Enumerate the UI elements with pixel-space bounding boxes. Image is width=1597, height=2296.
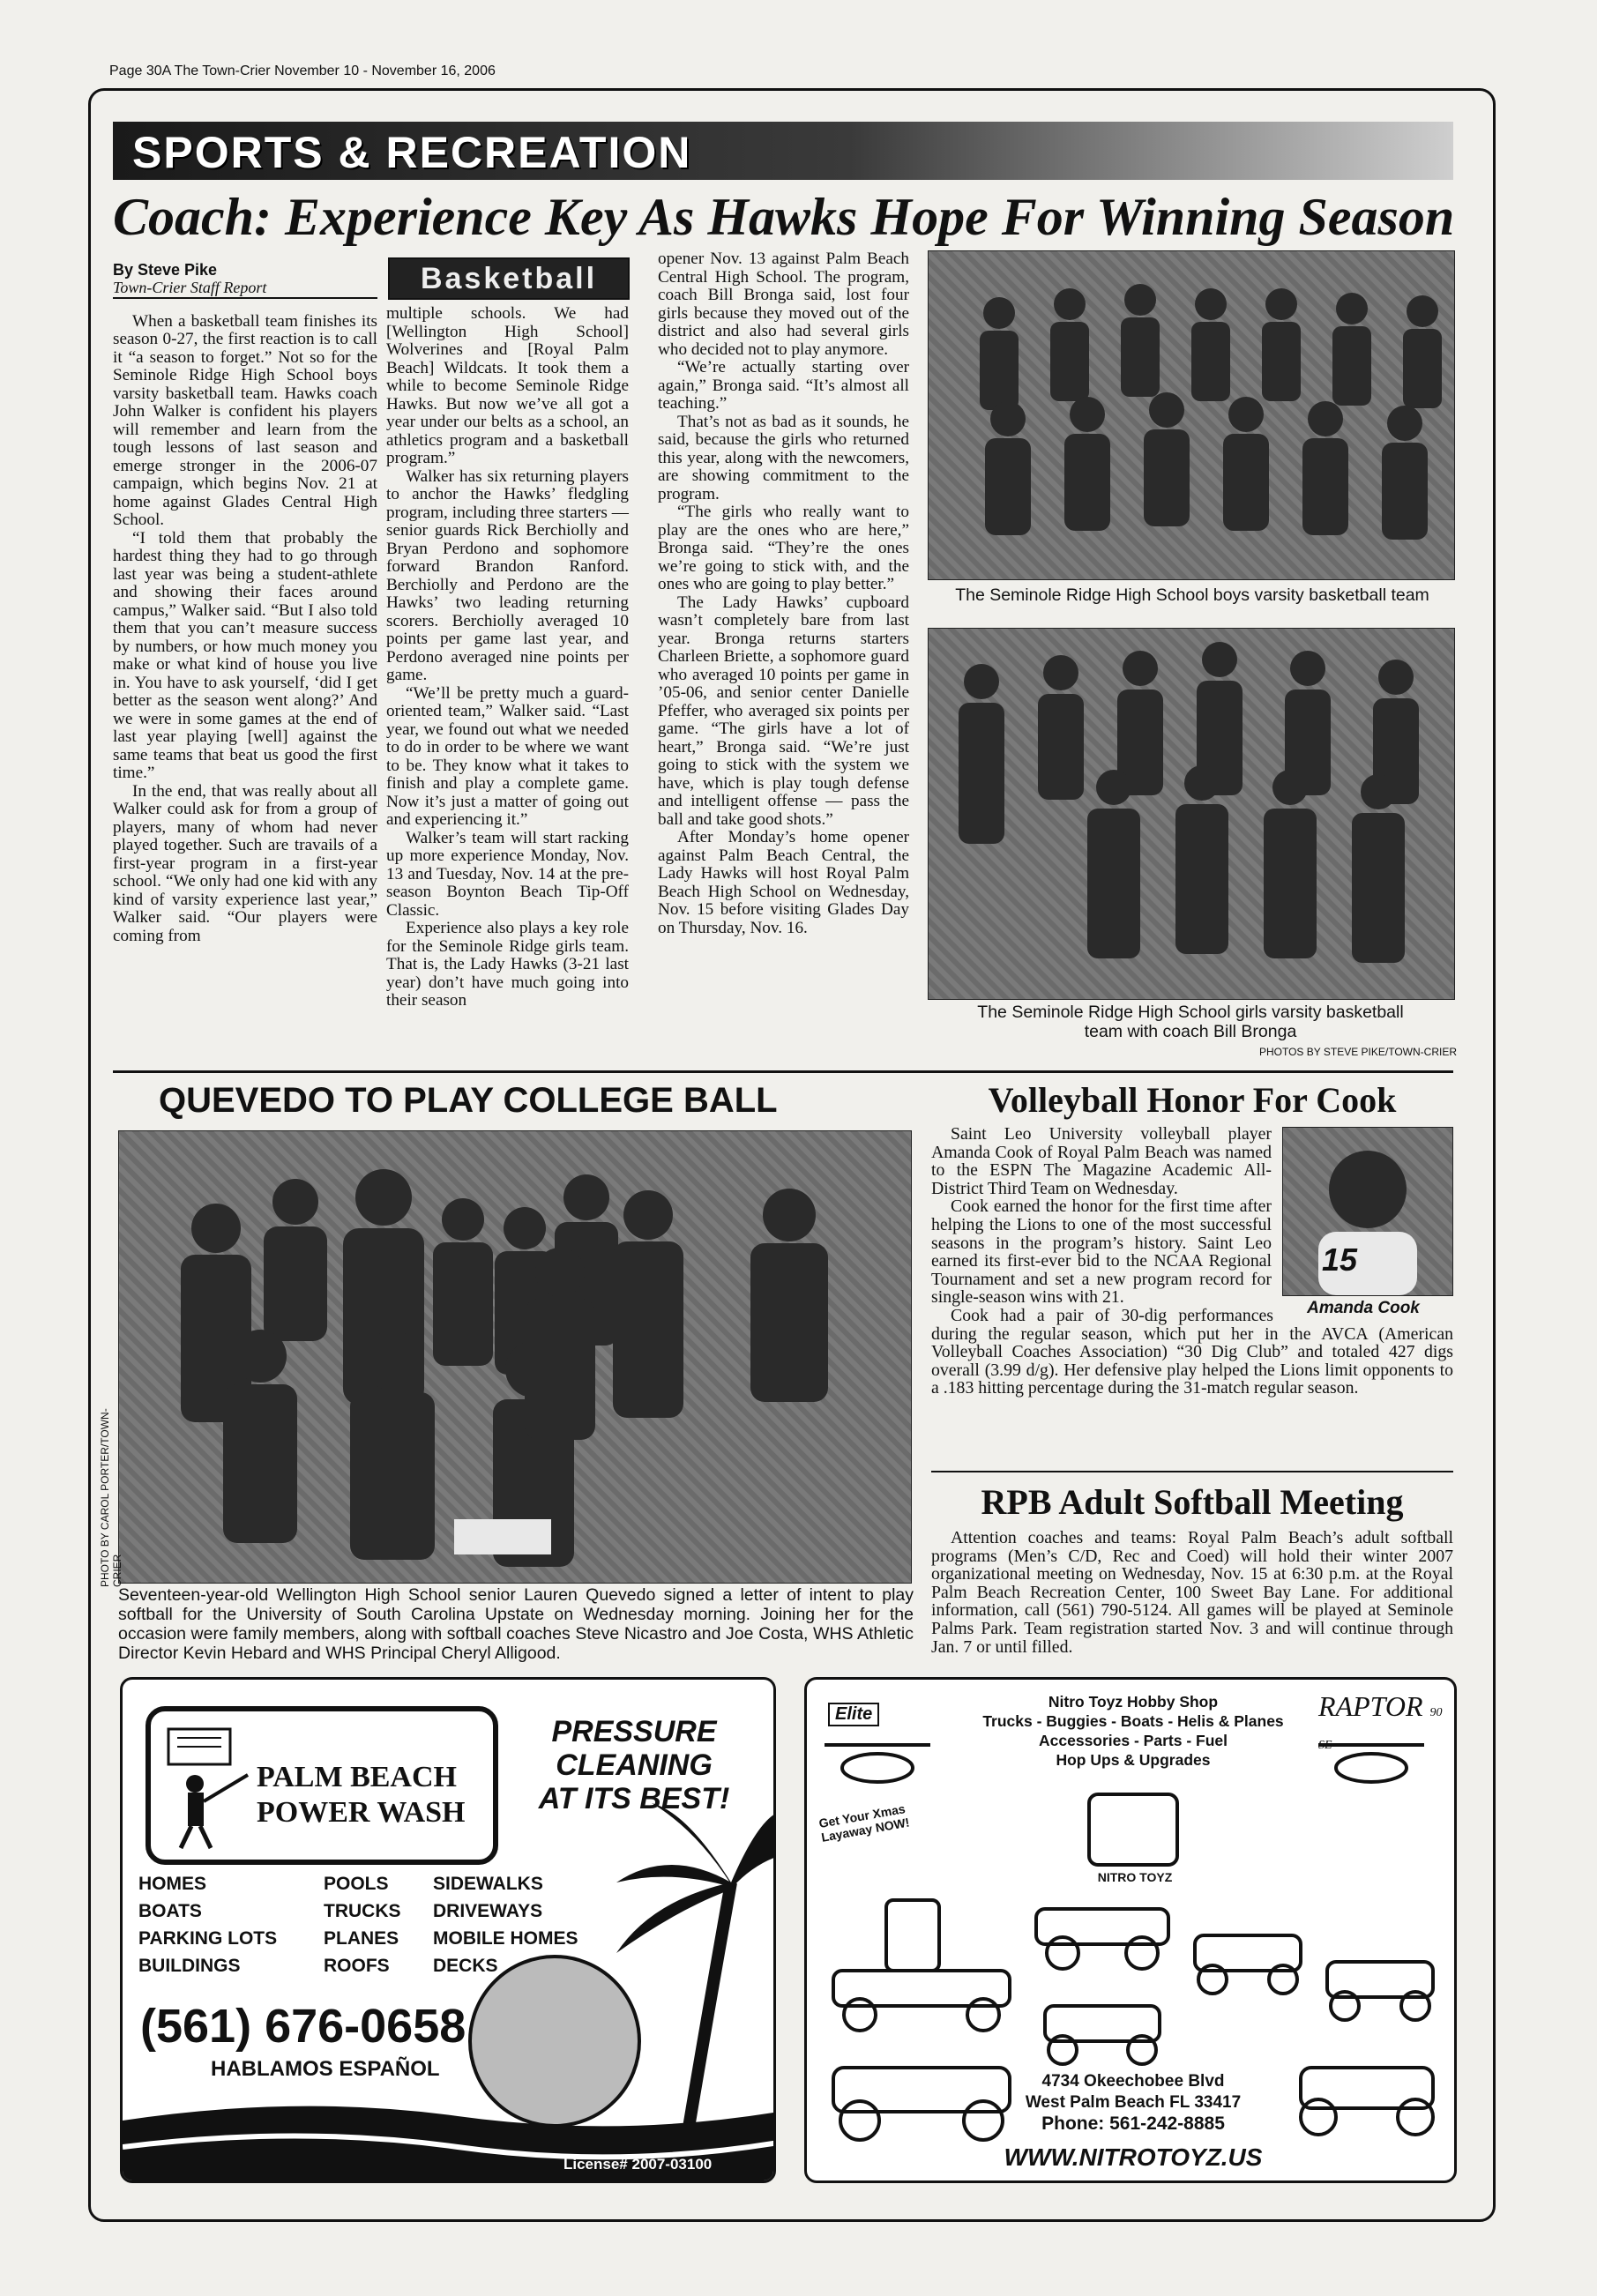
paragraph: Walker has six returning players to anchor the Hawks’ fledgling program, including three starters — senior guards Rick Berchiolly and Bryan Perdono and sophomore forward Brandon Ranford. Berchiolly and Perdono are the Hawks’ two leading returning scorers. Berchiolly averaged 10 points per game last year, and Perdono averaged nine points per game.: [386, 466, 629, 684]
main-headline: Coach: Experience Key As Hawks Hope For Winning Season: [113, 188, 1455, 246]
service-item: DRIVEWAYS: [433, 1901, 543, 1921]
nitro-address: 4734 Okeechobee Blvd: [1041, 2072, 1225, 2091]
service-item: MOBILE HOMES: [433, 1928, 578, 1949]
elite-logo: Elite: [828, 1703, 879, 1726]
power-wash-spanish: HABLAMOS ESPAÑOL: [211, 2057, 440, 2081]
slogan-line: AT ITS BEST!: [538, 1782, 730, 1815]
volleyball-headline: Volleyball Honor For Cook: [988, 1080, 1397, 1120]
nitro-website: WWW.NITROTOYZ.US: [1004, 2143, 1263, 2171]
boys-photo-caption: The Seminole Ridge High School boys varsity basketball team: [955, 585, 1429, 605]
service-item: BUILDINGS: [138, 1956, 241, 1976]
nitro-line: Accessories - Parts - Fuel: [1039, 1732, 1228, 1749]
paragraph: opener Nov. 13 against Palm Beach Central High School. The program, coach Bill Bronga said, lost four girls because they moved out of the district and also had several girls who decided not to play anymore.: [658, 250, 909, 359]
boys-team-photo: [928, 250, 1455, 580]
nitro-address: West Palm Beach FL 33417: [1025, 2093, 1242, 2112]
nitro-logo-text: NITRO TOYZ: [1097, 1870, 1173, 1884]
paragraph: Saint Leo University volleyball player Amanda Cook of Royal Palm Beach was named to the ESPN The Magazine Academic All-District Third Team on Wednesday.: [931, 1124, 1272, 1198]
jersey-number: 15: [1322, 1241, 1358, 1278]
girls-team-photo: [928, 628, 1455, 1000]
byline-role: Town-Crier Staff Report: [113, 279, 377, 299]
service-item: HOMES: [138, 1874, 207, 1894]
paragraph: “We’ll be pretty much a guard-oriented team,” Walker said. “Last year, we found out what we needed to do in order to be where we want to be. They know what it takes to finish and play a complete game. Now it’s just a matter of going out and experiencing it.”: [386, 683, 629, 829]
group-silhouettes: [119, 1131, 911, 1583]
service-item: ROOFS: [324, 1956, 390, 1976]
service-item: BOATS: [138, 1901, 202, 1921]
team-silhouettes: [929, 251, 1454, 579]
section-divider: [113, 1070, 1453, 1073]
girls-photo-caption: The Seminole Ridge High School girls varsity basketball team with coach Bill Bronga: [977, 1003, 1404, 1041]
story-column-1: [113, 261, 377, 945]
quevedo-photo: [118, 1130, 912, 1584]
photo-credit: PHOTOS BY STEVE PIKE/TOWN-CRIER: [1258, 1046, 1457, 1058]
nitro-line: Trucks - Buggies - Boats - Helis & Planes: [982, 1712, 1284, 1730]
story-column-2: [386, 305, 629, 1010]
paragraph: In the end, that was really about all Walker could ask for from a group of players, many of whom had never played together. Such are travails of a first-year program in a first-year school. “We only had one kid with any kind of varsity experience last year,” Walker said. “Our players were coming from: [113, 781, 377, 945]
paragraph: Walker’s team will start racking up more experience Monday, Nov. 13 and Tuesday, Nov. 14 at the pre-season Boynton Beach Tip-Off Classic.: [386, 828, 629, 920]
palm-tree-sunset-icon: [123, 1680, 776, 2183]
slogan-line: CLEANING: [556, 1748, 713, 1782]
service-item: SIDEWALKS: [433, 1874, 543, 1894]
amanda-cook-caption: Amanda Cook: [1307, 1299, 1420, 1317]
quevedo-photo-credit: PHOTO BY CAROL PORTER/TOWN-CRIER: [99, 1408, 123, 1587]
softball-headline: RPB Adult Softball Meeting: [981, 1482, 1404, 1522]
basketball-tag: Basketball: [388, 257, 630, 300]
power-wash-license: License# 2007-03100: [563, 2156, 713, 2173]
softball-story: [931, 1529, 1453, 1656]
slogan-line: PRESSURE: [551, 1715, 717, 1748]
raptor-name: RAPTOR: [1318, 1690, 1423, 1722]
paragraph: Cook earned the honor for the first time after helping the Lions to one of the most successful seasons in the program’s history. Saint Leo earned its first-ever bid to the NCAA Regional Tournament and set a new program record for single-season wins with 21.: [931, 1196, 1272, 1308]
quevedo-caption: Seventeen-year-old Wellington High School senior Lauren Quevedo signed a letter of intent to play softball for the University of South Carolina Upstate on Wednesday morning. Joining her for the occasion were family members, along with softball coaches Steve Nicastro and Joe Costa, WHS Athletic Director Kevin Hebard and WHS Principal Cheryl Alligood.: [118, 1585, 914, 1663]
section-banner: [113, 122, 1453, 180]
service-item: TRUCKS: [324, 1901, 401, 1921]
nitro-contact: [1001, 2071, 1265, 2135]
softball-divider: [931, 1471, 1453, 1472]
power-wash-name-1: PALM BEACH: [257, 1761, 457, 1793]
nitro-phone: Phone: 561-242-8885: [1041, 2113, 1225, 2134]
ad-power-wash: [120, 1677, 776, 2183]
paragraph: Cook had a pair of 30-dig performances during the regular season, which put her in the AVCA (American Volleyball Coaches Association) “30 Dig Club” and totaled 427 digs overall (3.99 d/g). Her defensive play helped the Lions limit opponents to a .183 hitting percentage during the 31-match regular season.: [931, 1305, 1453, 1398]
raptor-model: 90 SE: [1318, 1706, 1443, 1752]
page-folio: Page 30A The Town-Crier November 10 - November 16, 2006: [109, 63, 496, 78]
paragraph: The Lady Hawks’ cupboard wasn’t completely bare from last year. Bronga returns starters Charleen Briette, a sophomore guard who averaged 10 points per game in ’05-06, and senior center Danielle Pfeffer, who averaged six points per game. “The girls have a lot of heart,” Bronga said. “We’re just going to stick with the system we have, which is play tough defense and intelligent offense — pass the ball and take good shots.”: [658, 593, 909, 829]
portrait-silhouette: [1283, 1128, 1452, 1295]
power-wash-name-2: POWER WASH: [257, 1796, 466, 1829]
byline: By Steve Pike: [113, 261, 218, 279]
paragraph: “I told them that probably the hardest thing they had to go through last year was being a student-athlete and showing their faces around campus,” Walker said. “But I also told them that you can’t measure success by numbers, or how much money you make or what kind of house you live in. You have to ask yourself, ‘did I get better as the season went along?’ And we were in some games at the end of last year playing [well] against the same teams that beat us good the first time.”: [113, 528, 377, 782]
nitro-line: Hop Ups & Upgrades: [1056, 1751, 1211, 1769]
layaway-note: Get Your Xmas Layaway NOW!: [817, 1801, 911, 1845]
power-wash-phone: (561) 676-0658: [140, 2000, 466, 2053]
paragraph: Attention coaches and teams: Royal Palm Beach’s adult softball programs (Men’s C/D, Rec and Coed) will hold their winter 2007 organizational meeting on Wednesday, Nov. 15 at 6:30 p.m. at the Royal Palm Beach Recreation Center, 100 Sweet Bay Lane. For additional information, call (561) 790-5124. All games will be played at Seminole Palms Park. Team registration started Nov. 3 and will continue through Jan. 7 or until filled.: [931, 1528, 1453, 1657]
amanda-cook-photo: [1282, 1127, 1453, 1296]
nitro-title: Nitro Toyz Hobby Shop: [1048, 1693, 1219, 1711]
paragraph: “We’re actually starting over again,” Bronga said. “It’s almost all teaching.”: [658, 358, 909, 413]
paragraph: That’s not as bad as it sounds, he said, because the girls who returned this year, along with the newcomers, are showing commitment to the program.: [658, 412, 909, 503]
quevedo-headline: QUEVEDO TO PLAY COLLEGE BALL: [159, 1081, 778, 1120]
service-item: POOLS: [324, 1874, 389, 1894]
paragraph: multiple schools. We had [Wellington High School] Wolverines and [Royal Palm Beach] Wildcats. It took them a while to become Seminole Ridge Hawks. But now we’ve all got a year under our belts as a school, an athletics program and a basketball program.”: [386, 304, 629, 467]
volleyball-story: [931, 1125, 1453, 1398]
paragraph: Experience also plays a key role for the Seminole Ridge girls team. That is, the Lady Hawks (3-21 last year) don’t have much going into their season: [386, 919, 629, 1010]
team-silhouettes: [929, 629, 1454, 999]
ad-nitro-toyz: [804, 1677, 1457, 2183]
paragraph: After Monday’s home opener against Palm Beach Central, the Lady Hawks will host Royal Palm Beach High School on Wednesday, Nov. 15 before visiting Glades Day on Thursday, Nov. 16.: [658, 828, 909, 937]
service-item: PLANES: [324, 1928, 399, 1949]
service-item: PARKING LOTS: [138, 1928, 278, 1949]
paragraph: “The girls who really want to play are the ones who are here,” Bronga said. “They’re the ones we’re going to stick with, and the ones who are going to play better.”: [658, 503, 909, 593]
service-item: DECKS: [433, 1956, 498, 1976]
story-column-3: [658, 250, 909, 937]
section-title: SPORTS & RECREATION: [132, 128, 692, 177]
paragraph: When a basketball team finishes its season 0-27, the first reaction is to call it “a season to forget.” Not so for the Seminole Ridge High School boys varsity basketball team. Hawks coach John Walker is confident his players will remember and learn from the tough lessons of last season and emerge stronger in the 2006-07 campaign, which begins Nov. 21 at home against Glades Central High School.: [113, 311, 377, 529]
